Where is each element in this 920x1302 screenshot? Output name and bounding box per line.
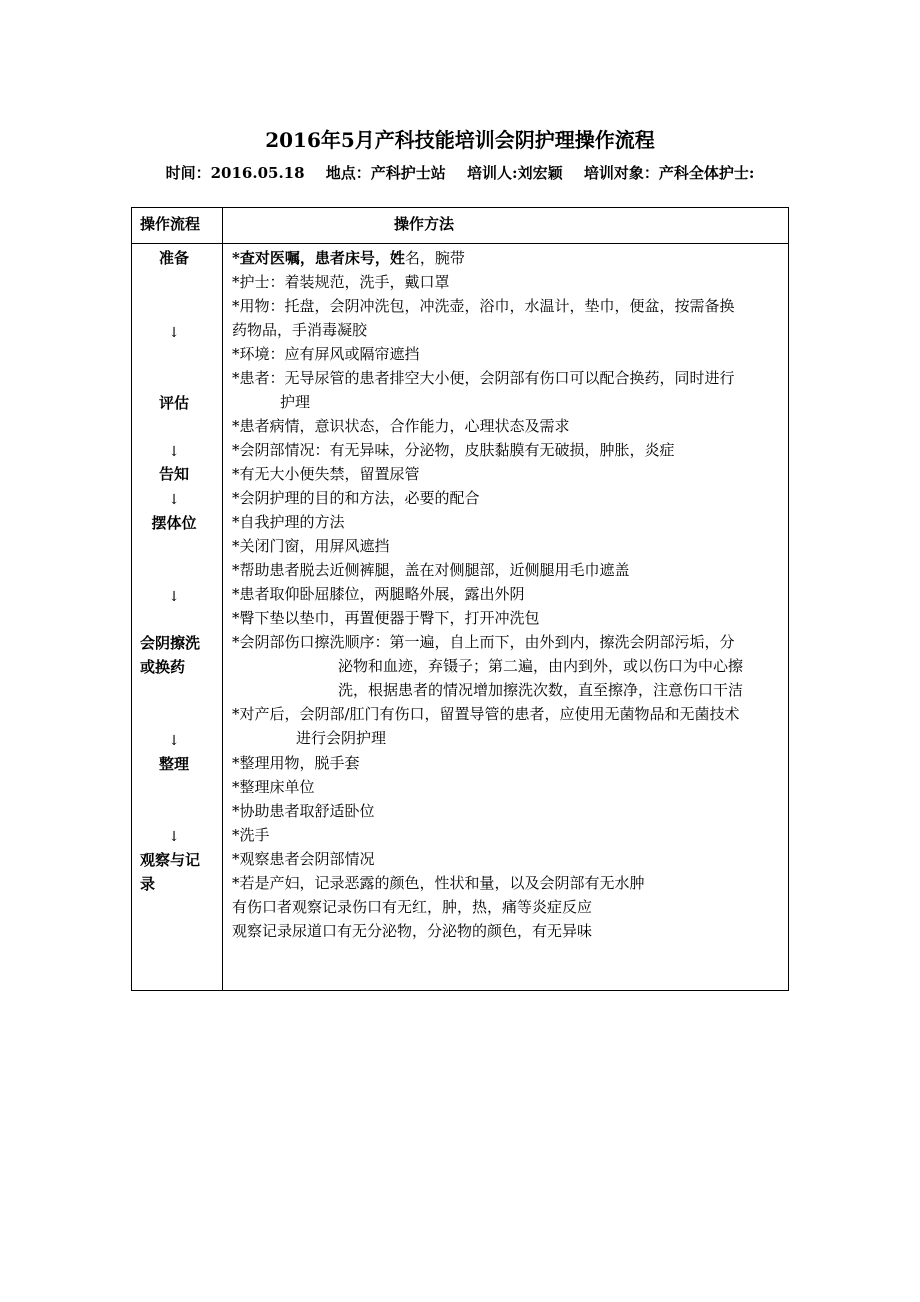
step-assess: 评估 [158,394,189,412]
step-inform: 告知 [158,465,189,483]
method-line: *会阴部伤口擦洗顺序：第一遍，自上而下，由外到内，擦洗会阴部污垢，分 [232,633,735,651]
header-divider [132,243,788,244]
method-line: 观察记录尿道口有无分泌物，分泌物的颜色，有无异味 [232,922,593,940]
method-line: 洗，根据患者的情况增加擦洗次数，直至擦净，注意伤口干洁 [338,681,744,699]
column-divider [222,208,223,990]
training-time: 时间：2016.05.18 [165,164,305,182]
method-line: 泌物和血迹，弃镊子；第二遍，由内到外，或以伤口为中心擦 [338,657,744,675]
method-line: *环境：应有屏风或隔帘遮挡 [232,345,420,363]
step-perineal-wash: 会阴擦洗 [140,634,201,652]
training-trainer: 培训人:刘宏颖 [467,164,563,182]
method-line: *患者：无导尿管的患者排空大小便，会阴部有伤口可以配合换药，同时进行 [232,369,735,387]
method-line: *自我护理的方法 [232,513,345,531]
procedure-table [131,207,789,991]
method-line: *对产后，会阴部/肛门有伤口，留置导管的患者，应使用无菌物品和无菌技术 [232,705,740,723]
training-audience: 培训对象：产科全体护士: [583,164,755,182]
method-line: *帮助患者脱去近侧裤腿，盖在对侧腿部，近侧腿用毛巾遮盖 [232,561,630,579]
method-line: *护士：着装规范，洗手，戴口罩 [232,273,450,291]
flow-arrow: ↓ [168,492,180,508]
method-line: *会阴部情况：有无异味，分泌物，皮肤黏膜有无破损，肿胀，炎症 [232,441,675,459]
step-prepare: 准备 [158,249,189,267]
method-line: *整理用物，脱手套 [232,754,360,772]
method-line: *洗手 [232,826,270,844]
method-line: *用物：托盘，会阴冲洗包，冲洗壶，浴巾，水温计，垫巾，便盆，按需备换 [232,297,735,315]
document-title: 2016年5月产科技能培训会阴护理操作流程 [265,128,655,152]
method-line: *臀下垫以垫巾，再置便器于臀下，打开冲洗包 [232,609,540,627]
flow-arrow: ↓ [168,444,180,460]
header-method: 操作方法 [394,215,455,233]
step-position: 摆体位 [151,514,197,532]
method-line: *观察患者会阴部情况 [232,850,375,868]
header-procedure: 操作流程 [140,215,201,233]
method-line: *会阴护理的目的和方法，必要的配合 [232,489,480,507]
step-observe-record: 观察与记 [140,851,201,869]
method-line: *患者病情，意识状态，合作能力，心理状态及需求 [232,417,570,435]
training-place: 地点：产科护士站 [325,164,446,182]
training-info [0,162,920,183]
method-line: *关闭门窗，用屏风遮挡 [232,537,390,555]
method-line: *有无大小便失禁，留置尿管 [232,465,420,483]
method-line: 护理 [280,393,311,411]
method-line: 进行会阴护理 [296,729,387,747]
step-observe-record-cont: 录 [140,875,156,893]
flow-arrow: ↓ [168,733,180,749]
method-line: 有伤口者观察记录伤口有无红，肿，热，痛等炎症反应 [232,898,593,916]
method-line: 药物品，手消毒凝胶 [232,321,368,339]
method-line: *若是产妇，记录恶露的颜色，性状和量，以及会阴部有无水肿 [232,874,645,892]
method-line: *患者取仰卧屈膝位，两腿略外展，露出外阴 [232,585,525,603]
flow-arrow: ↓ [168,829,180,845]
method-line: *整理床单位 [232,778,315,796]
method-line: *协助患者取舒适卧位 [232,802,375,820]
step-dressing-change: 或换药 [140,658,186,676]
flow-arrow: ↓ [168,325,180,341]
method-line: *查对医嘱，患者床号，姓名，腕带 [232,249,465,267]
step-tidy-up: 整理 [158,755,189,773]
flow-arrow: ↓ [168,589,180,605]
